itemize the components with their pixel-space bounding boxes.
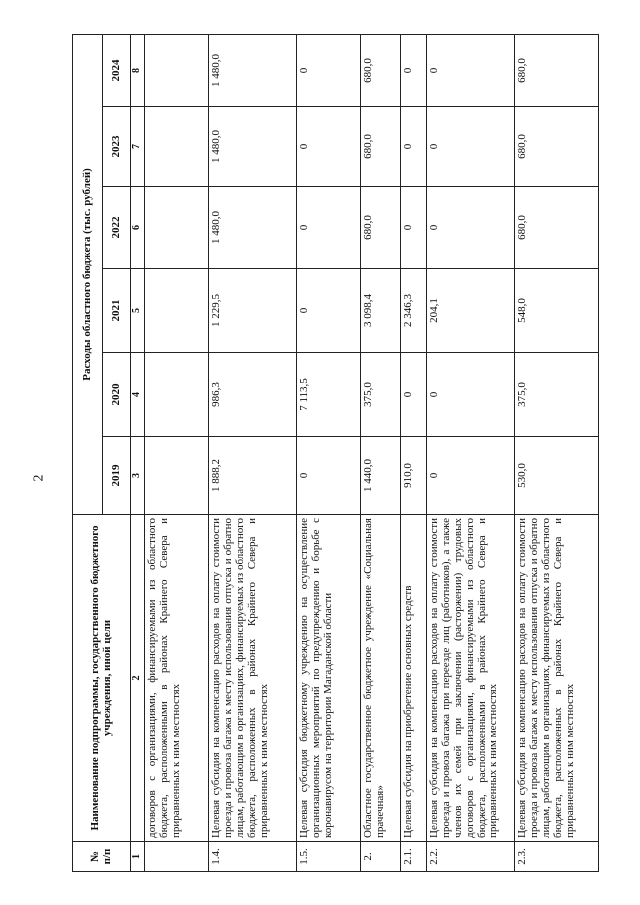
column-index: 6 <box>131 187 145 269</box>
table-row <box>361 34 401 871</box>
value-cell: 1 888,2 <box>209 437 297 515</box>
value-cell <box>145 269 209 353</box>
value-cell: 0 <box>297 437 361 515</box>
row-number: 2.1. <box>401 842 427 872</box>
value-cell: 680,0 <box>515 187 599 269</box>
header-expenses: Расходы областного бюджета (тыс. рублей) <box>73 34 103 514</box>
row-name: Целевая субсидия на приобретение основных средств <box>401 515 427 842</box>
row-name: Целевая субсидия на компенсацию расходов на оплату стоимости проезда и провоза багажа к месту использования отпуска и обратно лицам, работающим в организациях, финансируемых из областного бюджета, расположенных в районах Крайнего Севера и приравненных к ним местностях <box>209 515 297 842</box>
rotated-page <box>72 35 628 872</box>
value-cell: 204,1 <box>427 269 515 353</box>
value-cell: 680,0 <box>515 34 599 106</box>
value-cell: 910,0 <box>401 437 427 515</box>
value-cell: 0 <box>427 107 515 187</box>
value-cell: 0 <box>297 34 361 106</box>
value-cell: 375,0 <box>515 353 599 437</box>
value-cell: 0 <box>297 187 361 269</box>
value-cell: 680,0 <box>361 107 401 187</box>
value-cell: 0 <box>297 269 361 353</box>
value-cell <box>145 437 209 515</box>
value-cell: 1 440,0 <box>361 437 401 515</box>
header-year: 2024 <box>103 34 131 106</box>
row-name: Целевая субсидия на компенсацию расходов на оплату стоимости проезда и провоза багажа при переезде лиц (работников), а также членов их семей при заключении (расторжении) трудовых договоров с организациями, финансируемыми из областного бюджета, расположенными в районах Крайнего Севера и приравненных к ним местностях <box>427 515 515 842</box>
table-row <box>209 34 297 871</box>
value-cell: 530,0 <box>515 437 599 515</box>
value-cell: 680,0 <box>361 187 401 269</box>
value-cell: 1 480,0 <box>209 107 297 187</box>
value-cell: 1 229,5 <box>209 269 297 353</box>
value-cell <box>145 34 209 106</box>
value-cell: 0 <box>297 107 361 187</box>
column-index: 1 <box>131 842 145 872</box>
header-name: Наименование подпрограммы, государственного бюджетного учреждения, иной цели <box>73 515 131 842</box>
value-cell: 0 <box>401 34 427 106</box>
value-cell: 2 346,3 <box>401 269 427 353</box>
value-cell: 680,0 <box>515 107 599 187</box>
row-name: Целевая субсидия бюджетному учреждению на осуществление организационных мероприятий по предупреждению и борьбе с коронавирусом на территории Магаданской области <box>297 515 361 842</box>
page-number: 2 <box>31 474 47 482</box>
value-cell <box>145 187 209 269</box>
value-cell: 0 <box>401 353 427 437</box>
table-row <box>401 34 427 871</box>
header-year: 2019 <box>103 437 131 515</box>
header-year: 2021 <box>103 269 131 353</box>
table-row <box>145 34 209 871</box>
row-name: договоров с организациями, финансируемыми из областного бюджета, расположенными в районах Крайнего Севера и приравненных к ним местностях <box>145 515 209 842</box>
value-cell: 0 <box>427 437 515 515</box>
value-cell: 680,0 <box>361 34 401 106</box>
row-number: 2.3. <box>515 842 599 872</box>
column-index: 7 <box>131 107 145 187</box>
value-cell: 548,0 <box>515 269 599 353</box>
value-cell: 1 480,0 <box>209 34 297 106</box>
column-index: 8 <box>131 34 145 106</box>
value-cell: 3 098,4 <box>361 269 401 353</box>
header-year: 2023 <box>103 107 131 187</box>
column-index: 4 <box>131 353 145 437</box>
row-name: Целевая субсидия на компенсацию расходов на оплату стоимости проезда и провоза багажа к месту использования отпуска и обратно лицам, работающим в организациях, финансируемых из областного бюджета, расположенных в районах Крайнего Севера и приравненных к ним местностях <box>515 515 599 842</box>
table-row <box>297 34 361 871</box>
value-cell: 0 <box>427 34 515 106</box>
column-index: 3 <box>131 437 145 515</box>
budget-table <box>72 34 599 872</box>
header-year: 2022 <box>103 187 131 269</box>
table-row <box>427 34 515 871</box>
header-year: 2020 <box>103 353 131 437</box>
row-name: Областное государственное бюджетное учреждение «Социальная прачечная» <box>361 515 401 842</box>
value-cell: 0 <box>401 187 427 269</box>
value-cell: 0 <box>401 107 427 187</box>
row-number: 2.2. <box>427 842 515 872</box>
value-cell: 0 <box>427 353 515 437</box>
value-cell: 0 <box>427 187 515 269</box>
table-row <box>515 34 599 871</box>
value-cell: 375,0 <box>361 353 401 437</box>
value-cell: 1 480,0 <box>209 187 297 269</box>
value-cell <box>145 107 209 187</box>
row-number <box>145 842 209 872</box>
header-num: № п/п <box>73 842 131 872</box>
row-number: 1.4. <box>209 842 297 872</box>
column-index: 2 <box>131 515 145 842</box>
column-index: 5 <box>131 269 145 353</box>
value-cell: 7 113,5 <box>297 353 361 437</box>
row-number: 2. <box>361 842 401 872</box>
value-cell: 986,3 <box>209 353 297 437</box>
value-cell <box>145 353 209 437</box>
row-number: 1.5. <box>297 842 361 872</box>
